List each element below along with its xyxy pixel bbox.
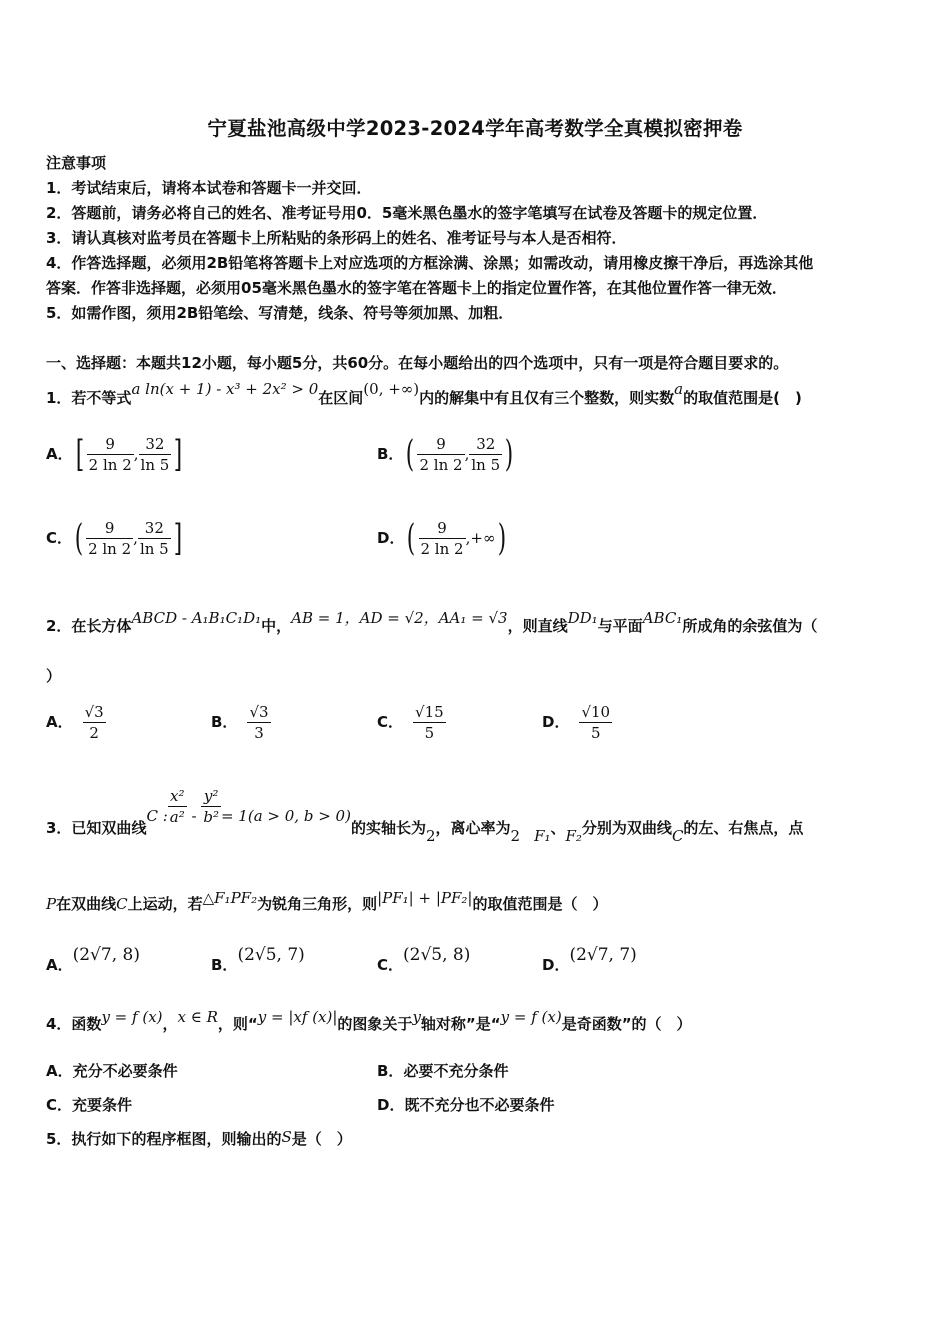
question-2-close: ） — [46, 667, 62, 685]
question-3-cont: P在双曲线C上运动，若△F₁PF₂为锐角三角形，则|PF₁| + |PF₂|的取值范围是（ ） — [46, 889, 608, 913]
question-1: 1．若不等式a ln(x + 1) - x³ + 2x² > 0在区间(0, +∞)内的解集中有且仅有三个整数，则实数a的取值范围是( ) — [46, 380, 802, 407]
q1-option-c[interactable]: C．( $\frac{9}{2 \ln 2}$ , $\frac{32}{\ln 5}$ ] — [46, 518, 182, 559]
exam-title: 宁夏盐池高级中学2023-2024学年高考数学全真模拟密押卷 — [207, 117, 743, 140]
q1-option-b[interactable]: B．( $\frac{9}{2 \ln 2}$ , $\frac{32}{\ln 5}$ ) — [377, 434, 514, 475]
q2-option-b[interactable]: B． $\frac{√3}{3}$ — [211, 703, 269, 742]
notice-heading: 注意事项 — [46, 154, 107, 172]
notice-item: 1．考试结束后，请将本试卷和答题卡一并交回． — [46, 179, 372, 197]
notice-item: 2．答题前，请务必将自己的姓名、准考证号用0．5毫米黑色墨水的签字笔填写在试卷及答题卡的规定位置． — [46, 204, 768, 222]
q1-option-d[interactable]: D．( $\frac{9}{2 \ln 2}$ ,+∞) — [377, 518, 507, 559]
q3-option-b[interactable]: B．(2√5, 7) — [211, 945, 305, 974]
q3-option-d[interactable]: D．(2√7, 7) — [542, 945, 637, 974]
inequality: a ln(x + 1) - x³ + 2x² > 0 — [131, 380, 319, 398]
notice-item: 5．如需作图，须用2B铅笔绘、写清楚，线条、符号等须加黑、加粗． — [46, 304, 514, 322]
q1-option-a[interactable]: A．[ $\frac{9}{2 \ln 2}$ , $\frac{32}{\ln 5}$ ] — [46, 434, 183, 475]
notice-item: 3．请认真核对监考员在答题卡上所粘贴的条形码上的姓名、准考证号与本人是否相符． — [46, 229, 627, 247]
question-3: 3．已知双曲线C : $\frac{\text{x²}}{\text{a²}}$ - $\frac{\text{y²}}{\text{b²}}$ = 1(a > 0, b > 0)的实轴长为2，离心率为2 F₁、F₂分别为双曲线C的左、右焦点，点 — [46, 787, 804, 845]
q2-option-d[interactable]: D． $\frac{√10}{5}$ — [542, 703, 611, 742]
notice-item: 答案．作答非选择题，必须用05毫米黑色墨水的签字笔在答题卡上的指定位置作答，在其他位置作答一律无效． — [46, 279, 787, 297]
line-dd1: DD₁ — [567, 609, 598, 627]
q3-option-a[interactable]: A．(2√7, 8) — [46, 945, 140, 974]
q4-option-d[interactable]: D．既不充分也不必要条件 — [377, 1096, 555, 1114]
solid-name: ABCD - A₁B₁C₁D₁ — [131, 609, 262, 627]
q2-option-c[interactable]: C． $\frac{√15}{5}$ — [377, 703, 444, 742]
interval: (0, +∞) — [363, 380, 420, 398]
question-4: 4．函数y = f (x)，x ∈ R，则“y = |xf (x)|的图象关于y轴对称”是“y = f (x)是奇函数”的（ ） — [46, 1008, 692, 1033]
section-heading: 一、选择题：本题共12小题，每小题5分，共60分。在每小题给出的四个选项中，只有一项是符合题目要求的。 — [46, 354, 789, 372]
conditions: AB = 1，AD = √2，AA₁ = √3 — [291, 609, 508, 627]
plane-abc1: ABC₁ — [642, 609, 683, 627]
variable-a: a — [674, 380, 684, 398]
q4-option-b[interactable]: B．必要不充分条件 — [377, 1062, 509, 1080]
q3-option-c[interactable]: C．(2√5, 8) — [377, 945, 471, 974]
q4-option-a[interactable]: A．充分不必要条件 — [46, 1062, 178, 1080]
question-5: 5．执行如下的程序框图，则输出的S是（ ） — [46, 1128, 352, 1148]
q2-option-a[interactable]: A． $\frac{√3}{2}$ — [46, 703, 104, 742]
notice-item: 4．作答选择题，必须用2B铅笔将答题卡上对应选项的方框涂满、涂黑；如需改动，请用橡皮擦干净后，再选涂其他 — [46, 254, 814, 272]
question-2: 2．在长方体ABCD - A₁B₁C₁D₁中，AB = 1，AD = √2，AA₁ = √3，则直线DD₁与平面ABC₁所成角的余弦值为（ — [46, 609, 818, 635]
q4-option-c[interactable]: C．充要条件 — [46, 1096, 133, 1114]
